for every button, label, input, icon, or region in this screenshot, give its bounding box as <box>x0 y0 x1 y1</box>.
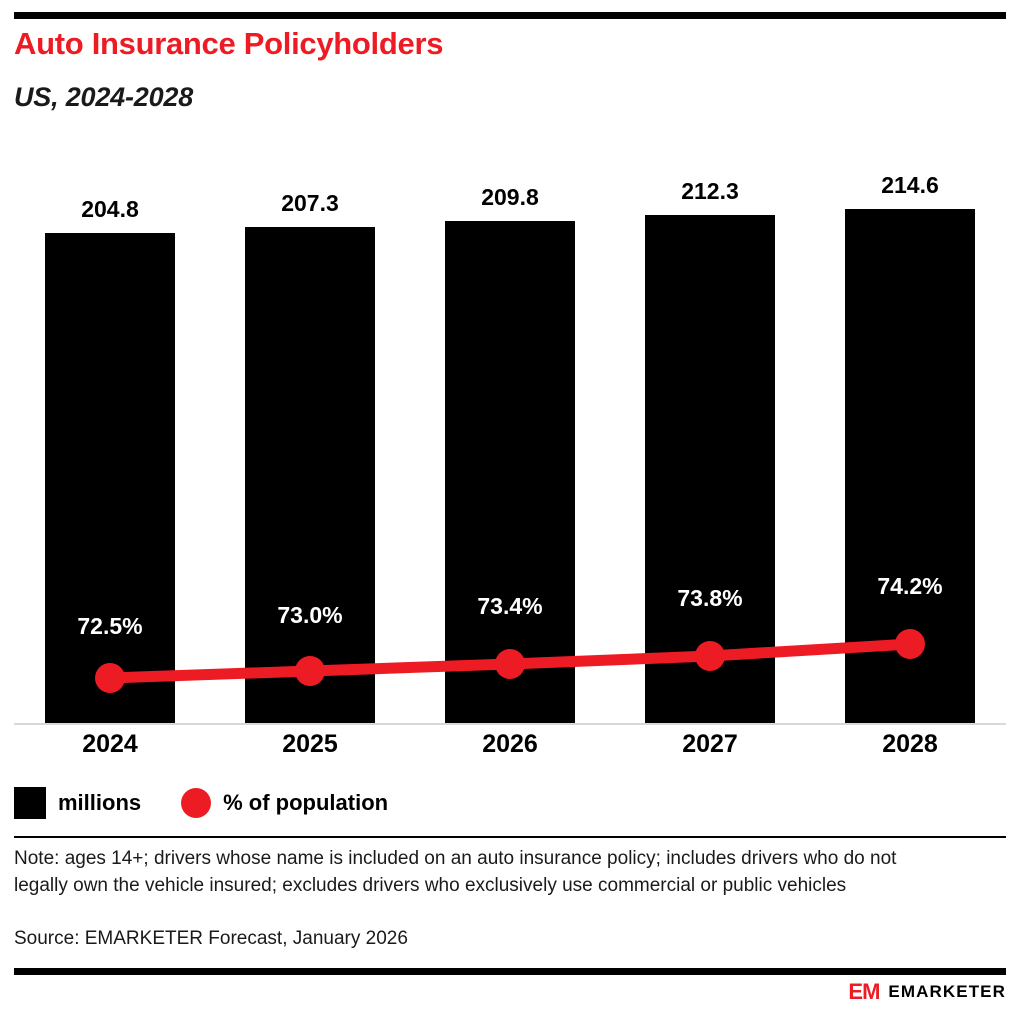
percent-value-label: 73.4% <box>477 593 543 619</box>
chart-legend <box>14 786 428 820</box>
legend-item-millions[interactable] <box>14 787 141 819</box>
bar-value-label: 214.6 <box>881 172 939 198</box>
x-axis <box>14 730 1006 764</box>
brand-lockup <box>848 978 1006 1006</box>
chart-plot-area <box>14 170 1006 725</box>
bar-value-label: 204.8 <box>81 196 139 222</box>
x-tick-2024: 2024 <box>82 730 138 758</box>
axis-baseline <box>14 723 1006 725</box>
percent-value-label: 73.0% <box>277 602 343 628</box>
legend-item-percent-of-population[interactable] <box>181 788 388 818</box>
percent-point-2027 <box>695 641 725 671</box>
brand-name: EMARKETER <box>888 982 1006 1001</box>
chart-note: Note: ages 14+; drivers whose name is included on an auto insurance policy; includes drivers who do not legally own the vehicle insured; excludes drivers who exclusively use commercial or public vehicles <box>14 848 897 896</box>
percent-value-label: 72.5% <box>77 613 143 639</box>
footer-divider <box>14 836 1006 838</box>
square-swatch-icon <box>14 787 46 819</box>
percent-value-label: 73.8% <box>677 585 743 611</box>
percent-line-series <box>14 170 1006 725</box>
bar-value-label: 212.3 <box>681 178 739 204</box>
emarketer-logo-icon: EM <box>848 979 880 1004</box>
chart-source: Source: EMARKETER Forecast, January 2026 <box>14 928 408 949</box>
percent-value-label: 74.2% <box>877 573 943 599</box>
bottom-divider <box>14 968 1006 975</box>
bar-value-label: 209.8 <box>481 184 539 210</box>
x-tick-2025: 2025 <box>282 730 338 758</box>
x-tick-2026: 2026 <box>482 730 538 758</box>
x-tick-2027: 2027 <box>682 730 738 758</box>
percent-point-2025 <box>295 656 325 686</box>
legend-label: % of population <box>223 790 389 815</box>
top-divider <box>14 12 1006 19</box>
legend-label: millions <box>58 790 142 815</box>
page-title: Auto Insurance Policyholders <box>14 26 444 61</box>
x-tick-2028: 2028 <box>882 730 938 758</box>
circle-swatch-icon <box>181 788 211 818</box>
percent-point-2028 <box>895 629 925 659</box>
page-subtitle: US, 2024-2028 <box>14 82 194 112</box>
bar-value-label: 207.3 <box>281 190 339 216</box>
percent-point-2024 <box>95 663 125 693</box>
percent-point-2026 <box>495 649 525 679</box>
